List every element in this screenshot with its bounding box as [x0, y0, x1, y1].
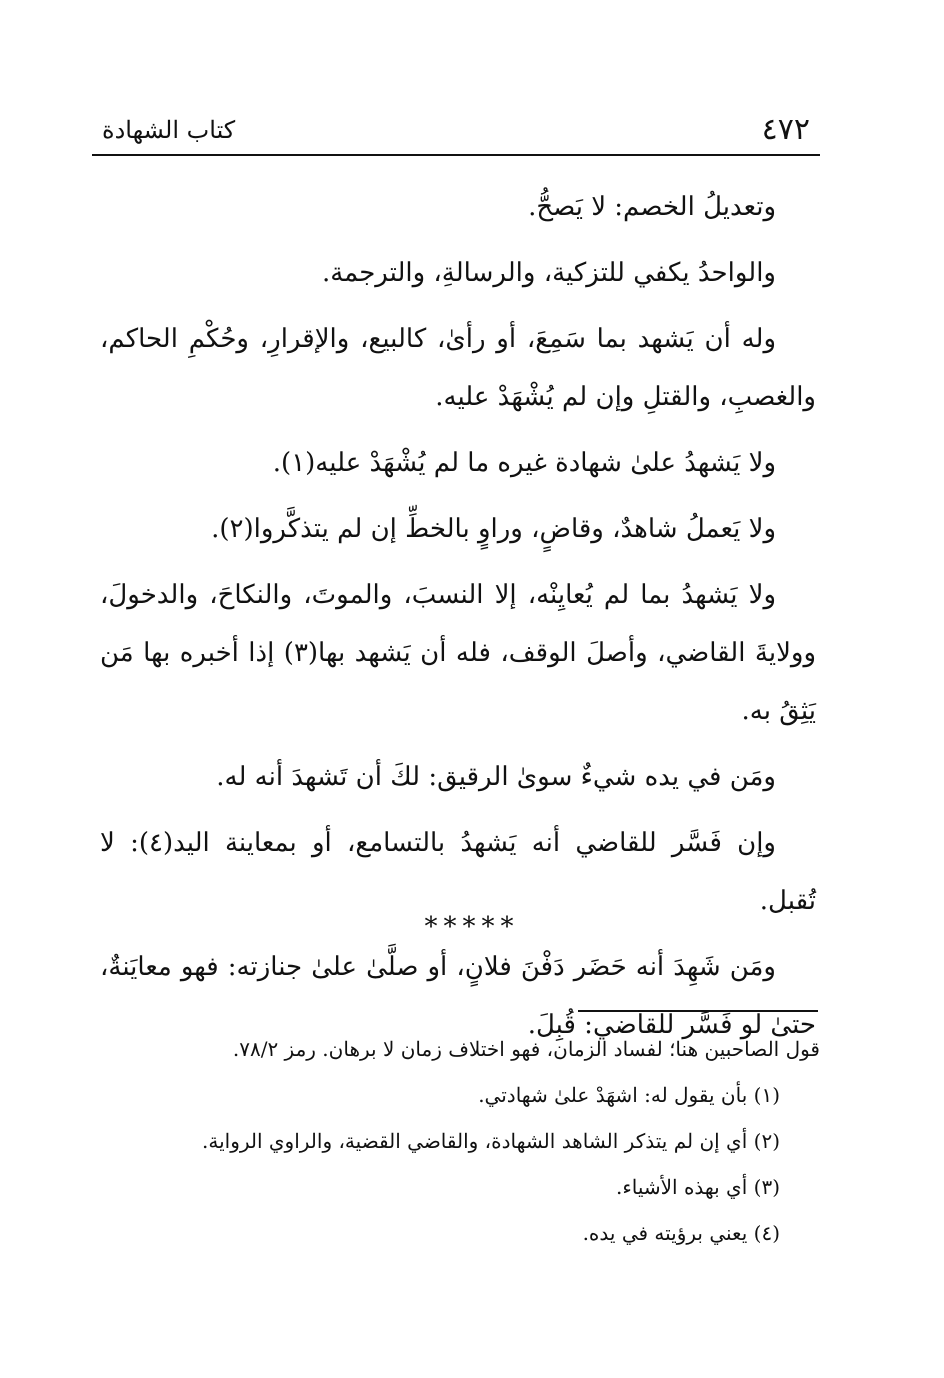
footnote-separator: [578, 1010, 818, 1012]
paragraph: والواحدُ يكفي للتزكية، والرسالةِ، والترجمة.: [321, 258, 776, 288]
footnote-continued: قول الصاحبين هنا؛ لفساد الزمان، فهو اختلاف زمان لا برهان. رمز ٧٨/٢.: [232, 1037, 820, 1061]
page-number: ٤٧٢: [761, 112, 810, 147]
footnote-item: (٢) أي إن لم يتذكر الشاهد الشهادة، والقاضي القضية، والراوي الرواية.: [202, 1129, 780, 1153]
paragraph: وله أن يَشهد بما سَمِعَ، أو رأىٰ، كالبيع، والإقرارِ، وحُكْمِ الحاكم، والغصبِ، والقتلِ وإن لم يُشْهَدْ عليه.: [100, 324, 816, 412]
paragraph: ولا يَشهدُ علىٰ شهادة غيره ما لم يُشْهَدْ عليه(١).: [272, 448, 776, 478]
footnote-item: (١) بأن يقول له: اشهَدْ علىٰ شهادتي.: [478, 1083, 780, 1107]
paragraph: ولا يَشهدُ بما لم يُعايِنْه، إلا النسبَ، والموتَ، والنكاحَ، والدخولَ، وولايةَ القاضي، وأصلَ الوقف، فله أن يَشهد بها(٣) إذا أخبره بها مَن يَثِقُ به.: [100, 580, 817, 726]
paragraph: وإن فَسَّر للقاضي أنه يَشهدُ بالتسامع، أو بمعاينة اليد(٤): لا تُقبل.: [100, 828, 816, 916]
paragraph: ولا يَعملُ شاهدٌ، وقاضٍ، وراوٍ بالخطِّ إن لم يتذكَّروا(٢).: [211, 514, 776, 544]
paragraph: ومَن شَهِدَ أنه حَضَر دَفْنَ فلانٍ، أو صلَّىٰ علىٰ جنازته: فهو معايَنةٌ، حتىٰ لو فَسَّر للقاضي: قُبِلَ.: [100, 952, 816, 1040]
footnote-item: (٤) يعني برؤيته في يده.: [582, 1221, 780, 1245]
page-header: [92, 112, 820, 156]
footnote-item: (٣) أي بهذه الأشياء.: [615, 1175, 780, 1199]
paragraph: ومَن في يده شيءٌ سوىٰ الرقيق: لكَ أن تَشهدَ أنه له.: [216, 762, 776, 792]
paragraph: وتعديلُ الخصم: لا يَصحُّ.: [528, 192, 776, 222]
footnotes: [140, 1026, 820, 1256]
running-title: كتاب الشهادة: [102, 116, 236, 144]
section-ornament: *****: [424, 912, 520, 942]
